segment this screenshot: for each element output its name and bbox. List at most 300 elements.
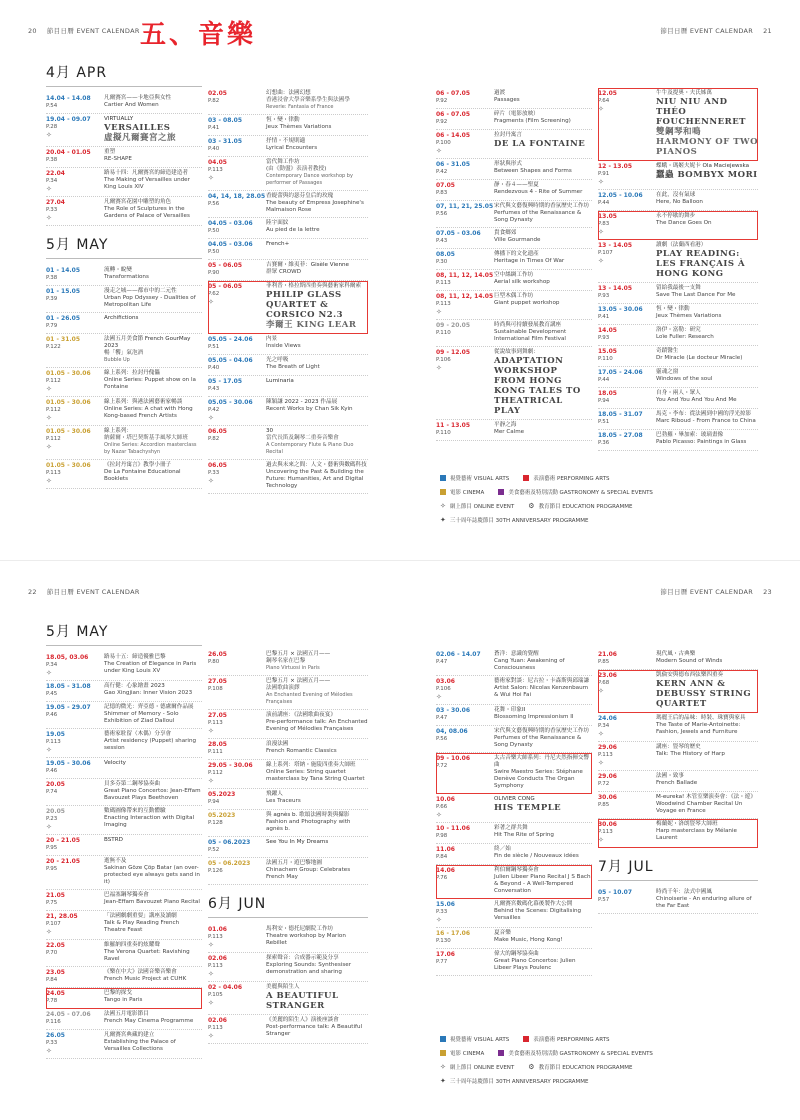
event-row [436,249,592,270]
running-header-left: 22 節目日曆 EVENT CALENDAR [28,588,140,596]
legend-visual-arts-swatch [440,475,446,481]
event-title [266,220,368,235]
event-date: 10.06 [436,796,455,803]
legend-education-label: 教育節目 EDUCATION PROGRAMME [538,504,633,510]
legend-cinema [440,1049,484,1057]
event-row [46,426,202,460]
event-date: 20.05 [46,808,65,815]
event-row [598,670,758,713]
event-row [436,823,592,844]
online-event-icon: ✧ [46,477,52,485]
event-page-ref: P.36 [598,440,610,446]
event-title-line: 巴黎五月 × 法國五月—— [266,651,331,657]
event-row [598,304,758,325]
event-page-ref: P.108 [208,686,223,692]
event-page-ref: P.130 [436,938,451,944]
event-title [104,267,202,282]
event-title-line: Jeux Thèmes Variations [656,313,722,319]
event-title-line: Fragments (Film Screening) [494,118,571,124]
event-row [436,753,592,794]
event-date: 09 - 12.05 [436,349,470,356]
event-page-ref: P.110 [436,430,451,436]
legend-performing-arts-label: 表演藝術 PERFORMING ARTS [533,1037,610,1043]
legend-cinema-label: 電影 CINEMA [450,1051,485,1057]
event-page-ref: P.113 [436,301,451,307]
event-page-ref: P.51 [208,344,220,350]
event-title-line: French May Cinema Programme [104,1018,194,1024]
event-title-line: Talk & Play Reading French Theatre Feast [104,920,180,933]
event-page-ref: P.110 [598,356,613,362]
event-date: 14.04 - 14.08 [46,95,91,102]
event-date-block [436,846,494,861]
event-page-ref: P.33 [208,470,220,476]
event-title-line: Urban Pop Odyssey - Dualities of Metropolitan Life [104,295,196,308]
event-row [436,159,592,180]
event-title [104,95,202,110]
event-date: 03 - 31.05 [208,138,242,145]
event-title-line: (由《動盪》表演者教授) [266,166,327,172]
event-title-line: Au pied de la lettre [266,227,320,233]
legend-visual-arts-label: 視覺藝術 VISUAL ARTS [450,1037,510,1043]
event-list-apr [46,93,202,226]
event-page-ref: P.85 [598,659,610,665]
event-page-ref: P.72 [436,763,448,769]
event-page-ref: P.70 [46,950,58,956]
event-page-ref: P.51 [598,419,610,425]
event-title [104,288,202,309]
event-title [104,170,202,193]
event-page-ref: P.112 [46,407,61,413]
event-date: 03 - 30.06 [436,707,470,714]
event-title-line: 法國五月電影節目 [104,1011,149,1017]
event-row [598,325,758,346]
event-title-line: 與 agnès b. 歌頌法國時裝與攝影 [266,812,350,818]
event-date: 20 - 21.05 [46,837,80,844]
event-title-line: 線上系列： [104,428,132,434]
event-title-line: 巨型木偶工作坊 [494,293,534,299]
column-4 [598,88,758,451]
event-title [266,812,368,833]
event-date: 22.05 [46,942,65,949]
event-title [656,821,758,844]
event-page-ref: P.38 [46,157,58,163]
event-page-ref: P.40 [208,365,220,371]
event-title-line: Piano Virtuosi in Paris [266,665,320,671]
legend-education-icon: ⚙ [528,1063,535,1071]
event-title-line: Here, No Balloon [656,199,703,205]
event-title-line: The Making of Versailles under King Louis XIV [104,177,190,190]
event-row [46,835,202,856]
event-row [436,649,592,676]
event-title [656,889,758,910]
event-page-ref: P.23 [46,816,58,822]
event-date-block [436,796,494,819]
event-date-block [598,889,656,910]
event-row [598,211,758,240]
event-page-ref: P.45 [46,691,58,697]
event-date-block [598,715,656,738]
event-page-ref: P.56 [436,211,448,217]
event-date: 04, 08.06 [436,728,468,735]
event-date-block [208,241,266,256]
event-row [46,890,202,911]
event-list-may [46,652,202,1059]
online-event-icon: ✧ [208,298,214,306]
event-row [436,180,592,201]
event-title-line: 陳穎謙 2022 - 2023 作品展 [266,399,338,405]
event-row [598,819,758,848]
event-title-line: French+ [266,241,290,247]
event-page-ref: P.44 [598,377,610,383]
event-title [104,428,202,456]
event-title-line: Transformations [104,274,149,280]
event-title-line: 菲利普・格拉斯四重奏與藝術家科爾索 [266,283,362,289]
event-date-block [598,369,656,384]
event-title [656,390,758,405]
event-page-ref: P.68 [598,680,610,686]
event-row [436,844,592,865]
online-event-icon: ✧ [46,1047,52,1055]
event-title-line: Inside Views [266,343,301,349]
event-title-line: 在此，沒有氣球 [656,192,696,198]
legend-gastronomy-label: 美食藝術及特別活動 GASTRONOMY & SPECIAL EVENTS [508,490,653,496]
event-title-line: 内景 [266,336,278,342]
event-date: 08, 11, 12, 14.05 [436,293,494,300]
online-event-icon: ✧ [208,727,214,735]
event-page-ref: P.113 [46,470,61,476]
event-title [494,930,592,945]
event-title-line: 陸宇面紋 [266,220,289,226]
event-title-line: 法國歌曲演繹 [266,685,300,691]
event-title-line: 幻想曲：法國幻想 [266,90,311,96]
event-title-line: 靈魂之窗 [656,369,679,375]
event-page-ref: P.84 [46,977,58,983]
event-title-line: Online Series: Accordion masterclass by Nazar Tabachyshyn [104,442,197,455]
event-title [266,241,368,256]
event-title-line: 宋代與文藝復興時期的香氛歷史工作坊 [494,203,590,209]
legend-row [440,516,653,524]
event-title [266,378,368,393]
event-title-line: 花舞・印象II [494,707,526,713]
event-page-ref: P.84 [436,854,448,860]
event-date-block [598,821,656,844]
online-event-icon: ✧ [46,443,52,451]
event-row [46,806,202,835]
event-date-block [436,867,494,895]
event-page-ref: P.41 [208,125,220,131]
event-date-block [598,285,656,300]
event-title-line: 探索聲音：合成器示範及分享 [266,955,339,961]
online-event-icon: ✧ [598,759,604,767]
event-date-block [436,230,494,245]
event-date: 20.05 [46,781,65,788]
event-date-block [46,462,104,485]
event-title-line: French Music Project at CUHK [104,976,187,982]
event-title-line: 維羅納四重奏的炫耀聲 [104,942,160,948]
event-title-line: Contemporary Dance workshop by performer of Passages [266,173,353,186]
event-date-block [208,90,266,111]
event-page-ref: P.50 [208,249,220,255]
event-page-ref: P.28 [46,124,58,130]
event-date-block [208,860,266,881]
event-page-ref: P.66 [436,804,448,810]
event-title-line: 暢「饗」氣泡酒 [104,350,144,356]
event-date-block [208,357,266,372]
event-title [266,262,368,277]
event-row [46,1030,202,1059]
event-date: 29.06 [598,744,617,751]
event-row [436,928,592,949]
event-title-line: 留給我最後一支舞 [656,285,701,291]
legend-anniversary-label: 三十周年誌慶節目 30TH ANNIVERSARY PROGRAMME [449,518,589,524]
event-row [46,197,202,226]
event-title-line: 藝術家對談：尼古拉・卡森斯與邱瑞謙 [494,678,590,684]
event-page-ref: P.34 [46,178,58,184]
event-row [46,460,202,489]
legend-education-icon: ⚙ [528,502,535,510]
event-date-block [208,138,266,153]
event-row [208,982,368,1015]
event-title [656,242,758,279]
event-title [494,755,592,790]
event-title-line: 逝無不及 [104,858,127,864]
online-event-icon: ✧ [208,174,214,182]
event-date-block [46,683,104,698]
online-event-icon: ✧ [436,147,442,155]
event-page-ref: P.72 [598,781,610,787]
event-date: 09 - 10.06 [436,755,470,762]
event-date: 19.04 - 09.07 [46,116,91,123]
event-title [104,781,202,802]
event-title-line: 《拉封丹寓言》教學小冊子 [104,462,172,468]
event-date-block [436,825,494,840]
event-date: 21.05 [46,892,65,899]
event-title [266,762,368,785]
event-title-line: Fin de siècle / Nouveaux idées [494,853,579,859]
event-date-block [598,213,656,236]
legend-anniversary-icon: ✦ [440,516,446,524]
legend-row [440,1077,653,1085]
event-date: 01 - 15.05 [46,288,80,295]
event-title [104,760,202,775]
event-title-line: Hit The Rite of Spring [494,832,554,838]
legend-row [440,1035,653,1043]
legend-visual-arts [440,474,509,482]
event-page-ref: P.85 [598,802,610,808]
event-date: 18.05 - 31.08 [46,683,91,690]
event-title-line: 過渡 [494,90,506,96]
event-date-block [598,390,656,405]
event-row [46,940,202,967]
event-title-line: Between Shapes and Forms [494,168,572,174]
event-date-block [436,132,494,155]
event-title [266,926,368,949]
event-title-line: 藝術家駐留（木偶）分享會 [104,731,172,737]
event-date-block [46,1032,104,1055]
event-title [494,951,592,972]
event-title-line: 利伯爾鋼琴獨奏會 [494,867,539,873]
event-title-line: Online Series: A chat with Hong Kong-based French Artists [104,406,193,419]
event-date-block [208,762,266,785]
event-date: 06 - 07.05 [436,111,470,118]
event-date-block [208,984,266,1011]
event-page-ref: P.52 [208,847,220,853]
event-page-ref: P.77 [436,959,448,965]
online-event-icon: ✧ [208,777,214,785]
event-page-ref: P.112 [208,770,223,776]
event-row [436,320,592,347]
event-page-ref: P.128 [208,820,223,826]
event-title [656,348,758,363]
event-date-block [208,651,266,672]
event-title [266,984,368,1011]
event-title [266,955,368,978]
event-title-line: 當代舞工作坊 [266,159,300,165]
event-row [598,190,758,211]
event-title-line: 記憶的微光：齊亞德・德盧爾作品展 [104,704,194,710]
online-event-icon: ✧ [436,364,442,372]
event-title-line: 李爾王 KING LEAR [266,320,357,330]
event-title-line: 鋼琴名家在巴黎 [266,658,306,664]
event-page-ref: P.43 [436,238,448,244]
event-title-line: 路易十四：凡爾賽宮的締造建造者 [104,170,188,176]
event-date: 24.06 [598,715,617,722]
event-title-line: RE-SHAPE [104,156,132,162]
event-date-block [598,794,656,815]
event-title-line: 梅蘭妮・洛朗豎琴大師班 [656,821,718,827]
event-title-line: 漫走之城——都市中的二元性 [104,288,177,294]
event-date-block [208,791,266,806]
legend-online-event-label: 網上節目 ONLINE EVENT [449,504,515,510]
legend-performing-arts [523,474,609,482]
event-date-block [208,926,266,949]
event-page-ref: P.100 [436,140,451,146]
event-title-line: Online Series: Puppet show on la Fontaine [104,377,196,390]
event-row [436,794,592,823]
event-title-line: Marc Riboud - From France to China [656,418,756,424]
legend-anniversary-icon: ✦ [440,1077,446,1085]
event-date: 02 - 04.06 [208,984,242,991]
event-title-line: An Enchanted Evening of Mélodies Françaises [266,692,353,705]
event-title-line: Julien Libeer Piano Recital J S Bach & Beyond - A Well-Tempered Conversation [494,874,591,894]
event-row [46,681,202,702]
event-title-line: 終／始 [494,846,511,852]
event-row [46,758,202,779]
event-date: 09 - 20.05 [436,322,470,329]
month-heading-may: 5月 MAY [46,234,202,259]
event-title-line: Enacting Interaction with Digital Imaging [104,815,195,828]
event-date-block [46,892,104,907]
event-title-line: Gao Xingjian: Inner Vision 2023 [104,690,193,696]
event-title [104,942,202,963]
online-event-icon: ✧ [208,477,214,485]
online-event-icon: ✧ [208,1032,214,1040]
event-title-line: Great Piano Concertos: Jean-Effam Bavouzet Plays Beethoven [104,788,201,801]
online-event-icon: ✧ [46,746,52,754]
online-event-icon: ✧ [208,414,214,422]
event-row [436,228,592,249]
event-title-line: 巴福塞鋼琴獨奏會 [104,892,149,898]
event-list-jun-end [598,649,758,848]
event-date-block [46,704,104,725]
spread-pages-22-23 [0,560,800,1120]
legend-row [440,488,653,496]
event-title-line: 法國・致事 [656,773,684,779]
event-title-line: 路易十五：締造優雅巴黎 [104,654,166,660]
event-row [598,430,758,451]
event-date: 11.06 [436,846,455,853]
column-2 [208,88,368,494]
legend-cinema-label: 電影 CINEMA [450,490,485,496]
event-row [208,676,368,710]
event-row [46,967,202,988]
event-date-block [436,755,494,790]
column-4 [598,649,758,914]
event-date: 20 - 21.05 [46,858,80,865]
event-title-line: 夏音樂 [494,930,511,936]
event-date: 14.05 [598,327,617,334]
event-date: 13.05 [598,213,617,220]
online-event-icon: ✧ [46,928,52,936]
event-title-line: Behind the Scenes: Digitalising Versailles [494,908,582,921]
event-page-ref: P.113 [208,963,223,969]
event-title [266,741,368,756]
event-page-ref: P.39 [46,296,58,302]
event-page-ref: P.34 [46,662,58,668]
event-date: 04.05 - 03.06 [208,220,253,227]
event-title [656,432,758,447]
event-row [208,355,368,376]
event-title [494,678,592,701]
event-title-line: A BEAUTIFUL STRANGER [266,991,339,1011]
event-title-line: Windows of the soul [656,376,713,382]
online-event-icon: ✧ [598,730,604,738]
event-title [266,336,368,351]
event-row [208,1015,368,1044]
legend-online-event [440,502,514,510]
event-date-block [46,837,104,852]
event-title [266,678,368,706]
event-page-ref: P.56 [208,201,220,207]
event-date: 10 - 11.06 [436,825,470,832]
event-date: 21.06 [598,651,617,658]
event-row [46,368,202,397]
event-title [656,285,758,300]
event-title [104,315,202,330]
event-date: 05 - 06.05 [208,283,242,290]
event-date-block [46,913,104,936]
event-title [104,336,202,364]
event-title [104,462,202,485]
event-page-ref: P.83 [436,190,448,196]
event-date: 03 - 08.05 [208,117,242,124]
event-title-line: 演前講座：《法國歌曲夜宴》 [266,712,336,718]
event-date: 06 - 14.05 [436,132,470,139]
event-row [208,760,368,789]
event-list-jun [208,924,368,1044]
event-row [436,201,592,228]
event-page-ref: P.56 [436,736,448,742]
event-title-line: PLAY READING: LES FRANÇAIS À HONG KONG [656,249,746,279]
event-date: 05 - 10.07 [598,889,632,896]
event-row [436,88,592,109]
event-row [46,93,202,114]
event-title [266,193,368,214]
event-date-block [436,90,494,105]
event-row [46,702,202,729]
event-date: 23.06 [598,672,617,679]
online-event-icon: ✧ [46,214,52,222]
